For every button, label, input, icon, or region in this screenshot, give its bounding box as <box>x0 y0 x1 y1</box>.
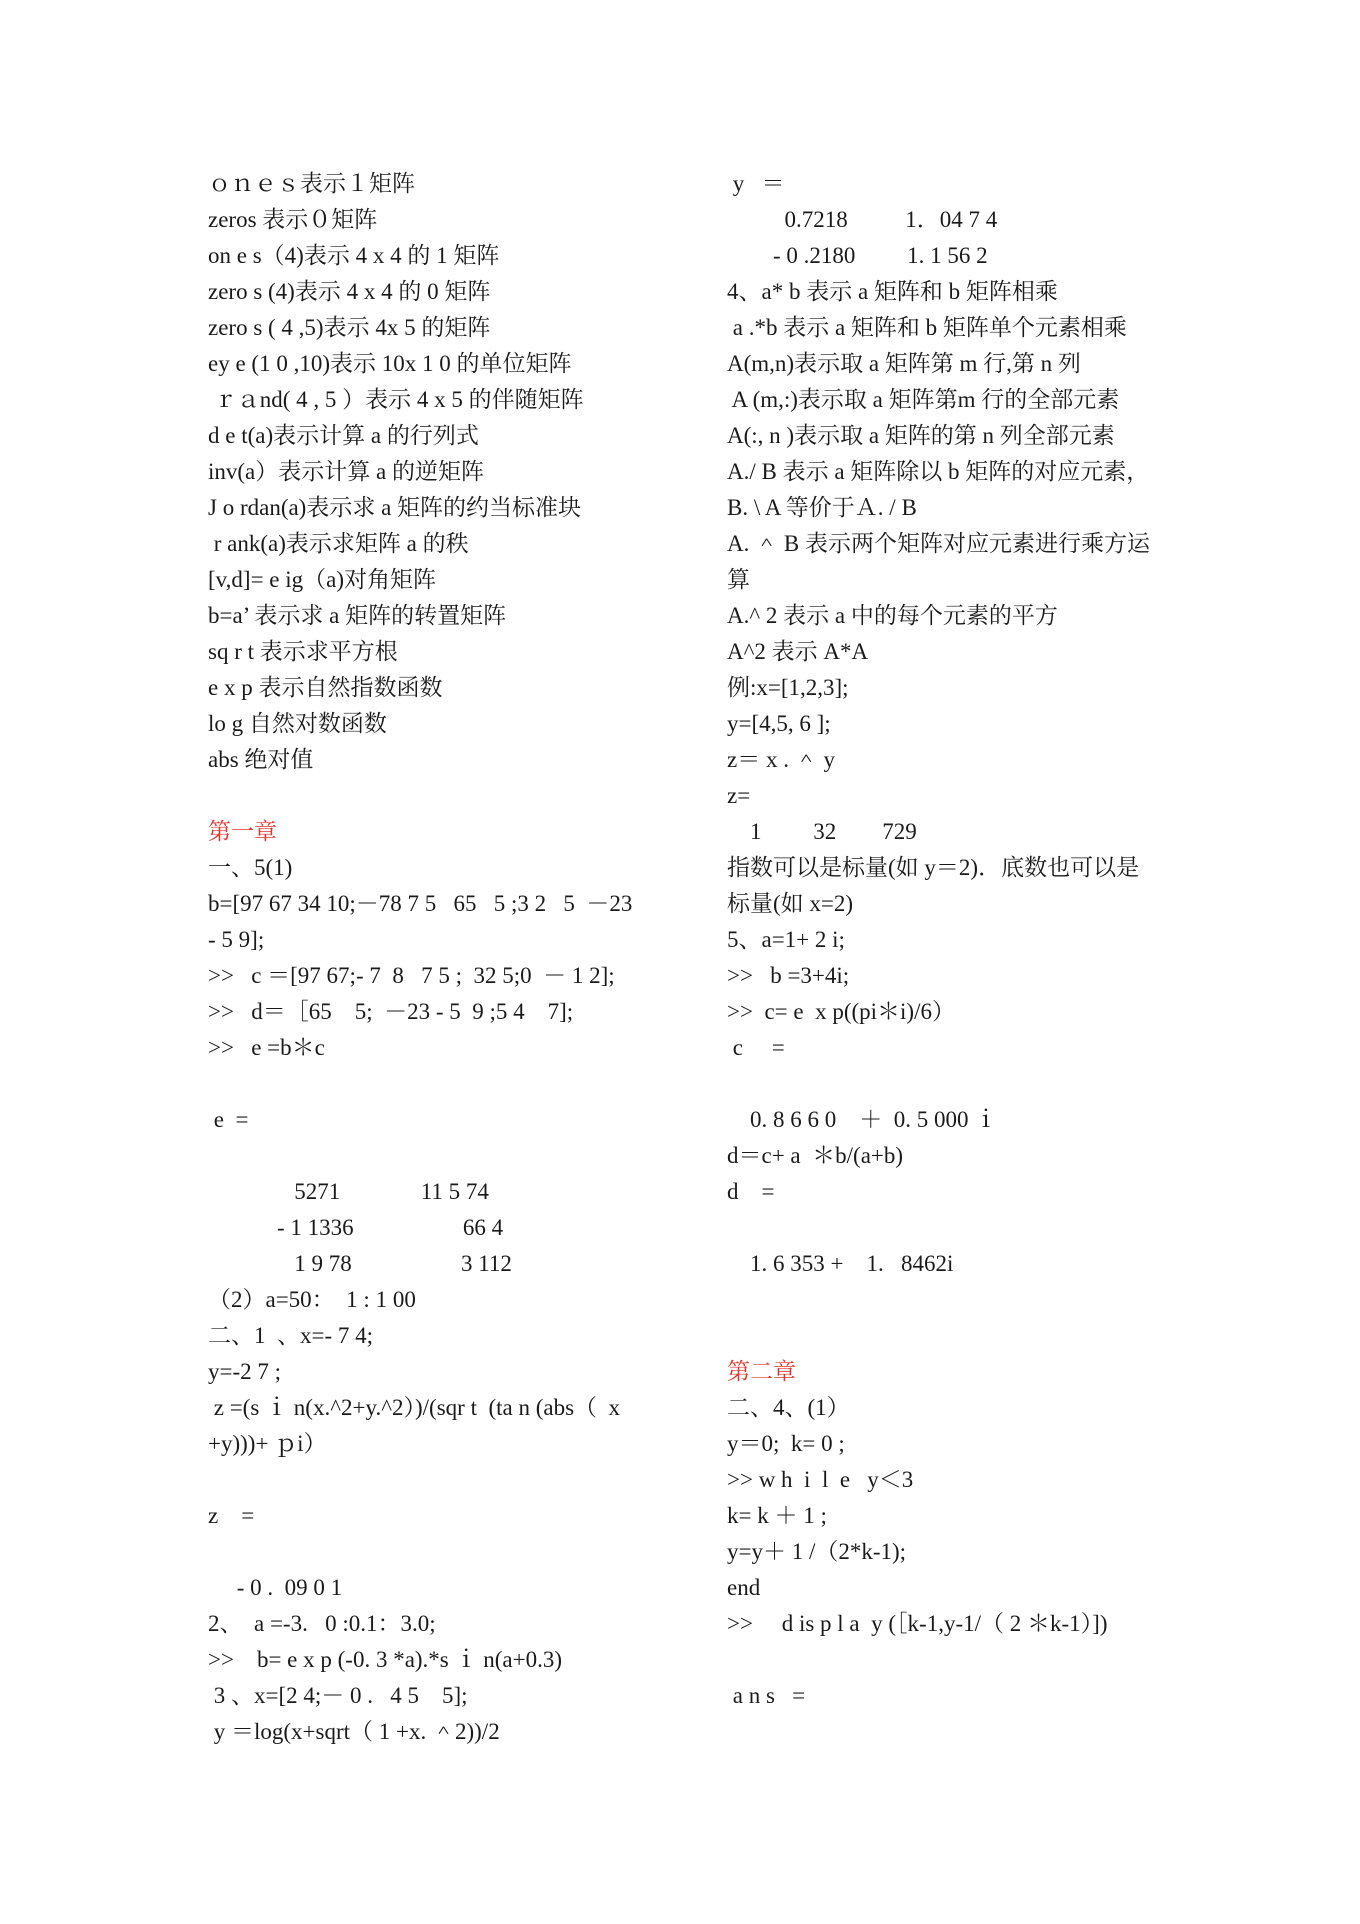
text-line: abs 绝对值 <box>208 747 314 772</box>
text-line: >> b =3+4i; <box>727 963 850 988</box>
text-line: 指数可以是标量(如 y＝2)．底数也可以是 <box>727 855 1140 880</box>
text-line: end <box>727 1575 761 1600</box>
text-line: b=a’ 表示求 a 矩阵的转置矩阵 <box>208 603 507 628</box>
text-line: 算 <box>727 567 750 592</box>
text-line: 1 32 729 <box>727 819 917 844</box>
text-line: zero s ( 4 ,5)表示 4x 5 的矩阵 <box>208 315 491 340</box>
text-line: z =(s ｉ n(x.^2+y.^2）)/(sqr t (ta n (abs（ x <box>208 1395 621 1420</box>
text-line: 1 9 78 3 112 <box>208 1251 512 1276</box>
text-line <box>727 1318 1197 1354</box>
text-line: +y)))+ ｐi） <box>208 1431 327 1456</box>
text-line: y＝0; k= 0 ; <box>727 1431 845 1456</box>
text-line: >> c ＝[97 67;- 7 8 7 5 ; 32 5;0 － 1 2]; <box>208 963 615 988</box>
text-line: - 0 .2180 1. 1 56 2 <box>727 243 988 268</box>
text-line: - 5 9]; <box>208 927 265 952</box>
text-line: d e t(a)表示计算 a 的行列式 <box>208 423 479 448</box>
text-line: z= <box>727 783 751 808</box>
text-line: 二、1 、x=- 7 4; <box>208 1323 374 1348</box>
text-line: J o rdan(a)表示求 a 矩阵的约当标准块 <box>208 495 582 520</box>
text-line: >> d is p l a y (［k-1,y-1/（ 2 ＊k-1）]) <box>727 1611 1108 1636</box>
text-line: sq r t 表示求平方根 <box>208 639 398 664</box>
text-line <box>727 1210 1197 1246</box>
text-line: B. \ A 等价于Ａ. / B <box>727 495 917 520</box>
text-line <box>208 1534 678 1570</box>
text-line: k= k ＋ 1 ; <box>727 1503 827 1528</box>
text-line: 2、 a =-3. 0 :0.1：3.0; <box>208 1611 436 1636</box>
text-line <box>208 1462 678 1498</box>
text-line: 二、4、(1） <box>727 1395 850 1420</box>
text-line: e x p 表示自然指数函数 <box>208 675 443 700</box>
text-line: zeros 表示０矩阵 <box>208 207 378 232</box>
text-line <box>208 1066 678 1102</box>
text-line: 3 、x=[2 4;－ 0 . 4 5 5]; <box>208 1683 468 1708</box>
text-line: >> b= e x p (-0. 3 *a).*s ｉ n(a+0.3) <box>208 1647 563 1672</box>
text-line: A^2 表示 A*A <box>727 639 869 664</box>
text-line: [v,d]= e ig（a)对角矩阵 <box>208 567 437 592</box>
text-line: a n s = <box>727 1683 806 1708</box>
text-line: d = <box>727 1179 775 1204</box>
text-line: zero s (4)表示 4 x 4 的 0 矩阵 <box>208 279 491 304</box>
text-line <box>727 1282 1197 1318</box>
right-column <box>727 166 1197 1714</box>
text-line: 0. 8 6 6 0 ＋ 0. 5 000 ｉ <box>727 1107 998 1132</box>
text-line: 标量(如 x=2) <box>727 891 854 916</box>
text-line: A (m,:)表示取 a 矩阵第m 行的全部元素 <box>727 387 1120 412</box>
text-line: ey e (1 0 ,10)表示 10x 1 0 的单位矩阵 <box>208 351 572 376</box>
text-line: inv(a）表示计算 a 的逆矩阵 <box>208 459 484 484</box>
text-line: a .*b 表示 a 矩阵和 b 矩阵单个元素相乘 <box>727 315 1127 340</box>
text-line: 4、a* b 表示 a 矩阵和 b 矩阵相乘 <box>727 279 1058 304</box>
text-line: e = <box>208 1107 249 1132</box>
text-line: A. ＾ B 表示两个矩阵对应元素进行乘方运 <box>727 531 1150 556</box>
text-line: 5、a=1+ 2 i; <box>727 927 845 952</box>
text-line: lo g 自然对数函数 <box>208 711 387 736</box>
text-line: >> w h i l e y＜3 <box>727 1467 914 1492</box>
text-line: on e s（4)表示 4 x 4 的 1 矩阵 <box>208 243 500 268</box>
chapter-heading: 第二章 <box>727 1359 796 1384</box>
text-line: >> e =b＊c <box>208 1035 325 1060</box>
text-line: 一、5(1) <box>208 855 293 880</box>
text-line: A.^ 2 表示 a 中的每个元素的平方 <box>727 603 1058 628</box>
text-line: y ＝log(x+sqrt（ 1 +x. ＾2))/2 <box>208 1719 500 1744</box>
text-line: c = <box>727 1035 785 1060</box>
text-line <box>727 1642 1197 1678</box>
text-line <box>727 1066 1197 1102</box>
text-line: 例:x=[1,2,3]; <box>727 675 849 700</box>
text-line: >> d＝［65 5; －23 - 5 9 ;5 4 7]; <box>208 999 574 1024</box>
text-line: y=y＋ 1 /（2*k-1); <box>727 1539 907 1564</box>
text-line: A(m,n)表示取 a 矩阵第 m 行,第 n 列 <box>727 351 1081 376</box>
text-line: 0.7218 1．04 7 4 <box>727 207 998 232</box>
text-line: A(:, n )表示取 a 矩阵的第 n 列全部元素 <box>727 423 1115 448</box>
text-line: y ＝ <box>727 171 785 196</box>
text-line: y=-2 7 ; <box>208 1359 282 1384</box>
text-line: 5271 11 5 74 <box>208 1179 489 1204</box>
text-line: z＝ x . ＾ y <box>727 747 835 772</box>
text-line: z = <box>208 1503 255 1528</box>
text-line <box>208 778 678 814</box>
left-column <box>208 166 678 1750</box>
text-line: A./ B 表示 a 矩阵除以 b 矩阵的对应元素， <box>727 459 1150 484</box>
text-line: - 0 . 09 0 1 <box>208 1575 343 1600</box>
text-line: - 1 1336 66 4 <box>208 1215 504 1240</box>
chapter-heading: 第一章 <box>208 819 277 844</box>
text-line: （2）a=50： 1 : 1 00 <box>208 1287 416 1312</box>
text-line: >> c= e x p((pi＊i)/6） <box>727 999 955 1024</box>
text-line: b=[97 67 34 10;－78 7 5 65 5 ;3 2 5 －23 <box>208 891 633 916</box>
text-line: ｏｎｅｓ表示１矩阵 <box>208 171 415 196</box>
text-line: 1. 6 353 + 1. 8462i <box>727 1251 954 1276</box>
text-line: d＝c+ a ＊b/(a+b) <box>727 1143 904 1168</box>
text-line: r ank(a)表示求矩阵 a 的秩 <box>208 531 469 556</box>
text-line <box>208 1138 678 1174</box>
text-line: y=[4,5, 6 ]; <box>727 711 831 736</box>
text-line: ｒａnd( 4 , 5 ）表示 4 x 5 的伴随矩阵 <box>208 387 584 412</box>
